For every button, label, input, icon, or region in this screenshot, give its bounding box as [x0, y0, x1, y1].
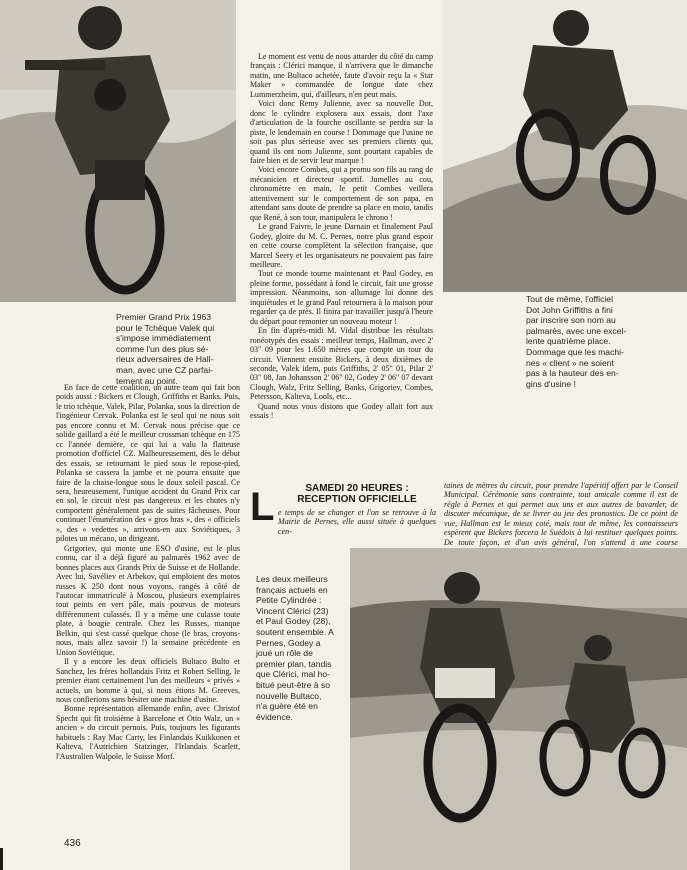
paragraph: Grigoriev, qui monte une ESO d'usine, est le plus connu, car il a déjà figuré au palmarès 1962 avec de bonnes places aux Grands Prix de Suisse et de Hollande. Avec lui, Savéliev et Arbekov, qui emploient des motos russes K 250 dont nous voyons, rangés à côté de l'autocar immatriculé à Moscou, plusieurs exemplaires tout peints en vert pâle, mais pourvus de moteurs différemment culassés. Il y a même une culasse toute plate, à bougie centrale. Chez les Russes, manque Belkin, qui s'est cassé quelque chose (le bras, croyons-nous, mais allez savoir !) la semaine précédente en Union Soviétique. — [56, 543, 240, 657]
caption-line: Petite Cylindrée : — [256, 595, 322, 606]
two-riders-photo — [350, 548, 687, 870]
caption-line: pour le Tchèque Valek qui — [116, 322, 215, 333]
section-lead: e temps de se changer et l'on se retrouve à la Mairie de Pernes, elle aussi située à quelques cen- — [278, 508, 436, 536]
caption-line: que Clérici, mal ho- — [256, 669, 331, 680]
caption-line: premier plan, tandis — [256, 658, 332, 669]
caption-line: Tout de même, l'officiel — [526, 294, 613, 304]
column-middle — [250, 52, 433, 480]
caption-line: par inscrire son nom au — [526, 315, 616, 326]
heading-line: RECEPTION OFFICIELLE — [297, 494, 417, 505]
caption-line: n'a guère été en — [256, 701, 318, 712]
section-heading — [282, 483, 432, 505]
caption-line: Premier Grand Prix 1963 — [116, 312, 212, 322]
caption-line: Dot John Griffiths a fini — [526, 304, 613, 315]
caption-line: rieux adversaires de Hall- — [116, 354, 214, 365]
caption-line: man, avec une CZ parfai- — [116, 364, 213, 375]
paragraph: Le moment est venu de nous attarder du côté du camp français : Clérici manque, il n'arrivera que le dimanche matin, une Bultaco achetée, faute d'avoir reçu la « Star Maker » commandée de longue date chez Lummerzheim, qui, d'ailleurs, n'en peut mais. — [250, 52, 433, 99]
page-number: 436 — [64, 838, 81, 849]
paragraph: Tout ce monde tourne maintenant et Paul Godey, en pleine forme, possédant à fond le circuit, fait une grosse impression. Néanmoins, son allumage lui donne des inquiétudes et le grand Paul retournera à la maison pour regarder ça de près. Il finira par travailler jusqu'à l'heure du départ pour remonter un nouveau moteur ! — [250, 269, 433, 326]
caption-line: palmarès, avec une excel- — [526, 325, 627, 336]
motocross-rider-jump-photo — [443, 0, 687, 292]
paragraph: Voici encore Combes, qui a promu son fils au rang de mécanicien et directeur sportif. Jumelles au cou, chronomètre en main, le petit Combes veillera attentivement sur le comportement de son papa, en attendant sans doute de prendre sa place en moto, tandis que René, à son tour, manipulera le chrono ! — [250, 165, 433, 222]
caption-line: évidence. — [256, 711, 293, 722]
caption-line: Pernes, Godey a — [256, 637, 321, 648]
paragraph: Le grand Faivre, le jeune Darnain et finalement Paul Godey, gloire du M. C. Pernes, notre plus grand espoir en cette course complètent la sélection française, que Marcel Seery et les organisateurs ne pouvaient pas faire meilleure. — [250, 222, 433, 269]
paragraph: Bonne représentation allemande enfin, avec Christof Specht qui fit troisième à Barcelone et Otto Walz, un « ancien » du circuit pernois. Puis, toujours les figurants habituels : Ray Mac Carty, les Finlandais Kuikkonen et Kalteva, l'Autrichien Statzinger, l'Irlandais Scarlett, l'Australien Walpole, le Suisse Morf. — [56, 704, 240, 761]
caption-line: nes « client » ne soient — [526, 357, 614, 368]
paragraph: Voici donc Remy Julienne, avec sa nouvelle Dot, donc le cylindre explosera aux essais, dont l'axe d'articulation de la fourche oscillante se perdra sur la piste, le lendemain en course ! Dommage que l'usine ne soit pas plus sérieuse avec ses premiers clients qui, quand ils ont nom Julienne, sont pourtant capables de faire bien et de servir leur marque ! — [250, 99, 433, 165]
caption-line: nouvelle Bultaco, — [256, 690, 322, 701]
caption-line: Les deux meilleurs — [256, 574, 328, 584]
caption-top-left — [116, 312, 241, 386]
caption-line: bitué peut-être à so — [256, 679, 331, 690]
caption-line: lente quatrième place. — [526, 336, 611, 347]
caption-line: Dommage que les machi- — [526, 346, 624, 357]
caption-line: comme l'un des plus sé- — [116, 343, 209, 354]
paragraph: En face de cette coalition, un autre team qui fait bon poids aussi : Bickers et Clough, Griffiths et Banks. Puis, le trio tchèque, Valek, Pilar, Polanka, sous la direction de l'ingénieur Cervak. Polanka est le seul qui ne nous soit pas encore connu et M. Cervak nous précise que ce solide gaillard a été le meilleur crossman tchèque en 175 cc l'année dernière, ce qui lui a valu la flatteuse promotion d'officiel CZ. Malheureusement, dès le début des essais, se retournant le pied sous le repose-pied, Polanka se cassera la jambe et ne pourra ensuite que faire de la chaise-longue sous le doux soleil pascal. Ce sera, heureusement, l'unique accident du Grand Prix car en sol, le circuit n'est pas dangereux et les chutes n'y comportent généralement pas de suites fâcheuses. Pour continuer l'énumération des « gros bras », des « officiels », des « vedettes », arrivons-en aux Soviétiques, 3 pilotes un mécano, un dirigeant. — [56, 383, 240, 544]
caption-line: gins d'usine ! — [526, 378, 576, 389]
caption-line: s'impose immédiatement — [116, 333, 211, 344]
margin-rule — [0, 848, 3, 870]
paragraph: En fin d'après-midi M. Vidal distribue les résultats ronéotypés des essais : meilleur temps, Hallman, avec 2' 03" 09 pour les 1.650 mètres que compte un tour du circuit. Viennent ensuite Bickers, à deux dixièmes de seconde, Valek idem, puis Griffiths, 2' 05" 01, Pilar 2' 03" 08, Jan Johansson 2' 06" 02, Godey 2' 06" 07 devant Clough, Walz, Fritz Selling, Banks, Grigoriev, Combes, Petersson, Kalteva, Lools, etc... — [250, 326, 433, 402]
caption-line: joué un rôle de — [256, 648, 313, 659]
motocross-rider-photo — [0, 0, 236, 302]
column-left — [56, 383, 240, 823]
column-right — [444, 481, 678, 547]
paragraph: taines de mètres du circuit, pour prendre l'apéritif offert par le Conseil Municipal. Cérémonie sans contrainte, tout amicale comme il est de règle à Pernes et qui permet aux uns et aux autres de bavarder, de discuter mécanique, de se livrer au jeu des pronostics. De ce point de vue, Hallman est le mieux coté, mais tout de même, les connaisseurs espèrent que Bickers forcera le Suédois à lui restituer quelques points. De toute façon, et d'un avis général, l'on s'attend à une course — [444, 481, 678, 547]
heading-line: SAMEDI 20 HEURES : — [305, 483, 409, 494]
caption-line: français actuels en — [256, 584, 328, 595]
caption-line: Vincent Clérici (23) — [256, 605, 329, 616]
paragraph: Il y a encore les deux officiels Bultaco Bulto et Sanchez, les frères hollandais Fritz et Robert Selling, le premier étant certainement l'un des meilleurs « privés » actuels, un homme à qui, si nous étions M. Greeves, nous confierions sans hésiter une machine d'usine. — [56, 657, 240, 704]
caption-top-right — [526, 294, 676, 389]
caption-line: et Paul Godey (28), — [256, 616, 331, 627]
caption-line: soutent ensemble. A — [256, 626, 334, 637]
caption-line: tement au point. — [116, 375, 178, 386]
caption-line: pas à la hauteur des en- — [526, 368, 619, 379]
paragraph: Quand nous vous disions que Godey allait fort aux essais ! — [250, 401, 433, 421]
drop-cap: L — [250, 485, 275, 529]
